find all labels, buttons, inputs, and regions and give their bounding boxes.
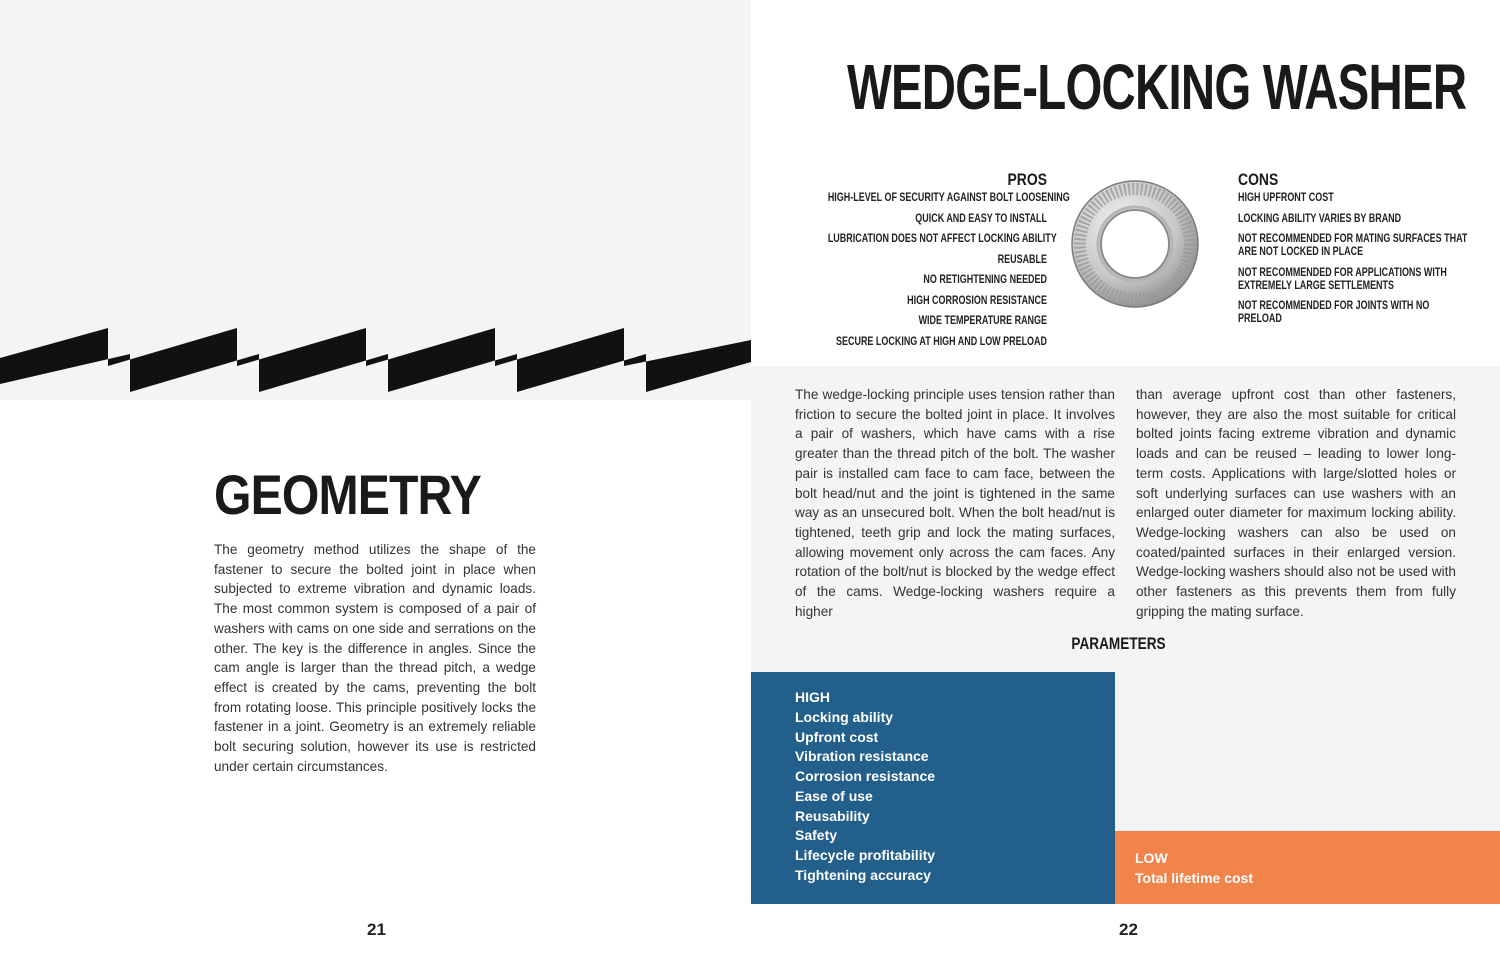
pros-item: HIGH CORROSION RESISTANCE	[907, 294, 1047, 307]
page-title: WEDGE-LOCKING WASHER	[847, 51, 1467, 123]
pros-item: NO RETIGHTENING NEEDED	[923, 274, 1047, 286]
washer-image	[1069, 178, 1201, 310]
parameter-item: Lifecycle profitability	[795, 846, 936, 863]
low-label: LOW	[1135, 850, 1168, 866]
parameters-title: PARAMETERS	[1071, 634, 1166, 653]
parameter-item: Safety	[795, 827, 838, 844]
cons-item: HIGH UPFRONT COST	[1238, 192, 1334, 204]
cons-list	[1238, 192, 1478, 326]
page-number: 21	[367, 920, 386, 939]
pros-list	[766, 192, 1070, 349]
body-text-column-1: The wedge-locking principle uses tension rather than friction to secure the bolted joint in place. It involves a pair of washers, which have cams with a rise greater than the thread pitch of the bolt. The washer pair is installed cam face to cam face, between the bolt head/nut and the joint is tightened in the same way as an unsecured bolt. When the bolt head/nut is tightened, teeth grip and lock the mating surfaces, allowing movement only across the cam faces. Any rotation of the bolt/nut is blocked by the wedge effect of the cams. Wedge-locking washers require a higher	[795, 387, 1115, 619]
parameter-item: Locking ability	[795, 709, 894, 725]
cons-item: NOT RECOMMENDED FOR JOINTS WITH NO PRELOAD	[1238, 300, 1430, 325]
zigzag-decoration	[0, 320, 751, 410]
parameter-item: Upfront cost	[795, 728, 879, 745]
high-parameters-list	[795, 708, 935, 885]
parameter-item: Corrosion resistance	[795, 768, 936, 785]
pros-item: HIGH-LEVEL OF SECURITY AGAINST BOLT LOOSENING	[827, 192, 1070, 204]
pros-item: WIDE TEMPERATURE RANGE	[918, 315, 1047, 327]
cons-item: NOT RECOMMENDED FOR MATING SURFACES THAT ARE NOT LOCKED IN PLACE	[1238, 233, 1468, 258]
right-page	[751, 0, 1500, 971]
pros-item: QUICK AND EASY TO INSTALL	[915, 212, 1047, 225]
pros-item: LUBRICATION DOES NOT AFFECT LOCKING ABILITY	[827, 233, 1057, 245]
parameter-item: Ease of use	[795, 787, 873, 804]
cons-heading: CONS	[1238, 170, 1279, 189]
parameter-item: Reusability	[795, 807, 870, 824]
pros-item: SECURE LOCKING AT HIGH AND LOW PRELOAD	[836, 335, 1047, 348]
parameter-item: Total lifetime cost	[1135, 870, 1253, 886]
body-text: The geometry method utilizes the shape of the fastener to secure the bolted joint in place when subjected to extreme vibration and dynamic loads. The most common system is composed of a pair of washers with cams on one side and serrations on the other. The key is the difference in angles. Since the cam angle is larger than the thread pitch, a wedge effect is created by the cams, preventing the bolt from rotating loose. This principle positively locks the fastener in a joint. Geometry is an extremely reliable bolt securing solution, however its use is restricted under certain circumstances.	[214, 542, 536, 774]
cons-column	[1238, 170, 1478, 334]
high-label: HIGH	[795, 689, 830, 705]
low-parameters-block	[1115, 831, 1500, 904]
parameter-item: Vibration resistance	[795, 748, 929, 765]
pros-item: REUSABLE	[997, 253, 1047, 266]
high-parameters-block	[751, 672, 1115, 904]
cons-item: NOT RECOMMENDED FOR APPLICATIONS WITH EXTREMELY LARGE SETTLEMENTS	[1238, 266, 1447, 292]
parameter-item: Tightening accuracy	[795, 866, 931, 883]
page-number: 22	[1119, 920, 1138, 939]
page-title: GEOMETRY	[214, 463, 481, 526]
low-parameters-list	[1135, 869, 1253, 889]
pros-heading: PROS	[1007, 170, 1047, 189]
pros-column	[766, 170, 1070, 356]
body-text-column-2: than average upfront cost than other fasteners, however, they are also the most suitable for critical bolted joints facing extreme vibration and dynamic loads and can be reused – leading to lower long-term costs. Applications with large/slotted holes or soft underlying surfaces can use washers with an enlarged outer diameter for maximum locking ability. Wedge-locking washers can also be used on coated/painted surfaces in their enlarged version. Wedge-locking washers should also not be used with other fasteners as this prevents them from fully gripping the mating surface.	[1136, 387, 1456, 619]
cons-item: LOCKING ABILITY VARIES BY BRAND	[1238, 212, 1402, 225]
